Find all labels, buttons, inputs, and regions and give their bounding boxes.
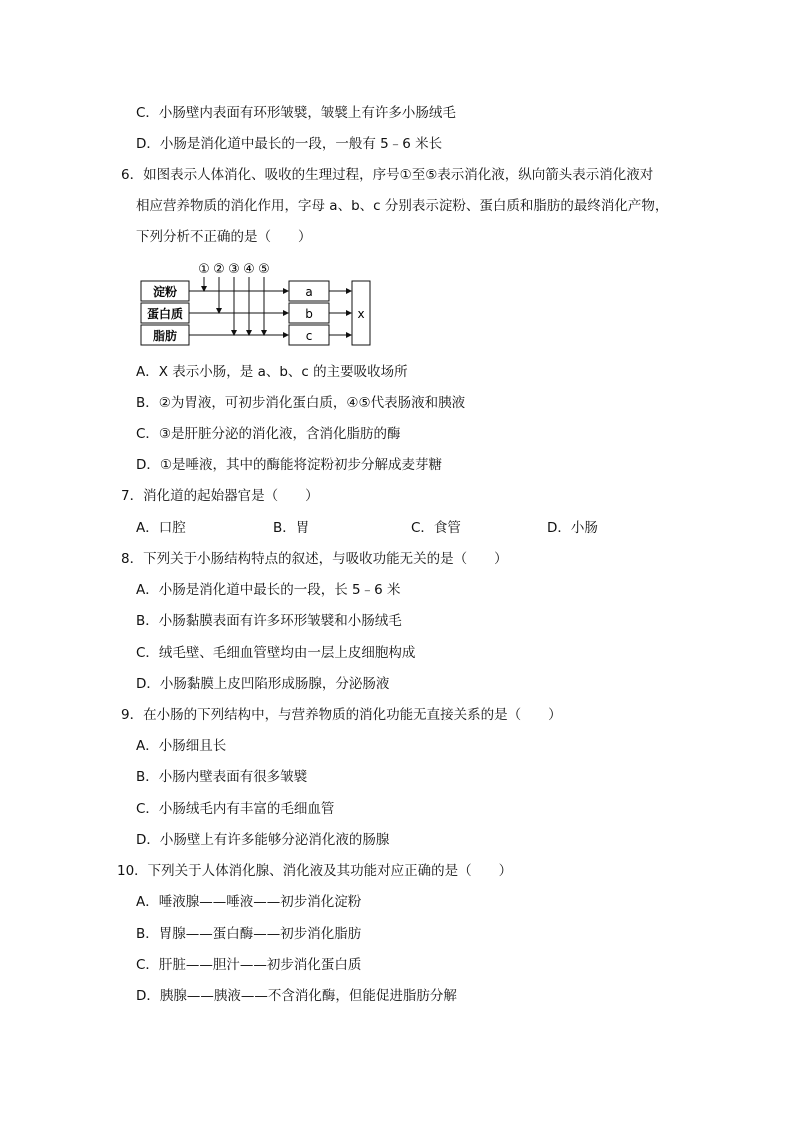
q7-option-c: C．食管 <box>411 520 461 536</box>
q7-stem: 7．消化道的起始器官是（ ） <box>121 488 319 504</box>
q6-stem-line2: 相应营养物质的消化作用，字母 a、b、c 分别表示淀粉、蛋白质和脂肪的最终消化产物， <box>136 198 669 214</box>
q9-option-a: A．小肠细且长 <box>136 738 227 754</box>
digestive-juice-2: ② <box>213 262 225 277</box>
digestive-juice-1: ① <box>198 262 210 277</box>
q9-stem: 9．在小肠的下列结构中，与营养物质的消化功能无直接关系的是（ ） <box>121 707 562 723</box>
q7-option-d: D．小肠 <box>547 520 598 536</box>
digestive-juice-4: ④ <box>243 262 255 277</box>
nutrient-label-starch: 淀粉 <box>152 285 178 299</box>
q7-option-a: A．口腔 <box>136 520 186 536</box>
q8-option-d: D．小肠黏膜上皮凹陷形成肠腺，分泌肠液 <box>136 676 390 692</box>
q7-option-b: B．胃 <box>273 520 310 536</box>
q8-option-b: B．小肠黏膜表面有许多环形皱襞和小肠绒毛 <box>136 613 402 629</box>
q10-option-c: C．肝脏——胆汁——初步消化蛋白质 <box>136 957 362 973</box>
q8-stem: 8．下列关于小肠结构特点的叙述，与吸收功能无关的是（ ） <box>121 551 508 567</box>
q9-option-c: C．小肠绒毛内有丰富的毛细血管 <box>136 801 335 817</box>
q6-stem-line3: 下列分析不正确的是（ ） <box>136 229 312 245</box>
q5-option-c: C．小肠壁内表面有环形皱襞，皱襞上有许多小肠绒毛 <box>136 105 456 121</box>
digestion-diagram <box>138 258 378 350</box>
q6-option-d: D．①是唾液，其中的酶能将淀粉初步分解成麦芽糖 <box>136 457 442 473</box>
q10-stem: 10．下列关于人体消化腺、消化液及其功能对应正确的是（ ） <box>117 863 513 879</box>
q8-option-c: C．绒毛壁、毛细血管壁均由一层上皮细胞构成 <box>136 645 416 661</box>
nutrient-label-fat: 脂肪 <box>152 329 178 343</box>
q9-option-b: B．小肠内壁表面有很多皱襞 <box>136 769 308 785</box>
q10-option-d: D．胰腺——胰液——不含消化酶，但能促进脂肪分解 <box>136 988 457 1004</box>
product-label-c: c <box>305 329 313 343</box>
q10-option-a: A．唾液腺——唾液——初步消化淀粉 <box>136 894 362 910</box>
nutrient-label-protein: 蛋白质 <box>146 307 184 321</box>
product-label-b: b <box>305 307 313 321</box>
product-label-a: a <box>305 285 313 299</box>
digestive-juice-3: ③ <box>228 262 240 277</box>
q9-option-d: D．小肠壁上有许多能够分泌消化液的肠腺 <box>136 832 390 848</box>
q10-option-b: B．胃腺——蛋白酶——初步消化脂肪 <box>136 926 362 942</box>
q8-option-a: A．小肠是消化道中最长的一段，长 5﹣6 米 <box>136 582 401 598</box>
q6-option-b: B．②为胃液，可初步消化蛋白质，④⑤代表肠液和胰液 <box>136 395 466 411</box>
q6-option-a: A．X 表示小肠，是 a、b、c 的主要吸收场所 <box>136 364 408 380</box>
organ-label-x: x <box>357 307 365 321</box>
q6-stem-line1: 6．如图表示人体消化、吸收的生理过程，序号①至⑤表示消化液，纵向箭头表示消化液对 <box>121 167 654 183</box>
q5-option-d: D．小肠是消化道中最长的一段，一般有 5﹣6 米长 <box>136 136 443 152</box>
digestive-juice-5: ⑤ <box>258 262 270 277</box>
q6-option-c: C．③是肝脏分泌的消化液，含消化脂肪的酶 <box>136 426 401 442</box>
